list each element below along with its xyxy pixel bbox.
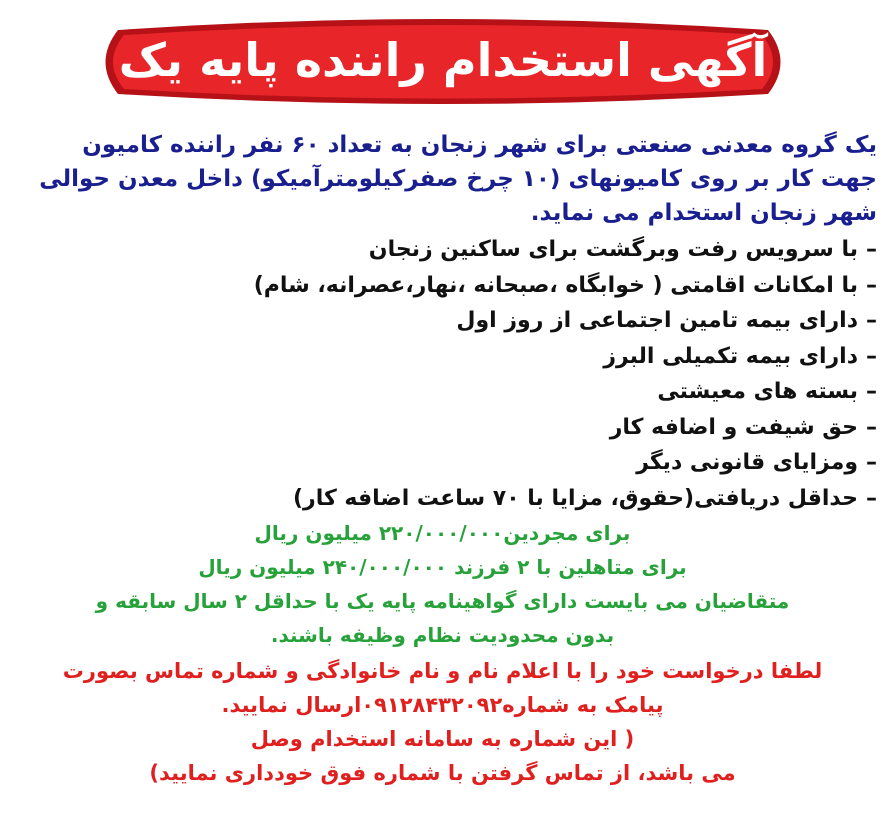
intro-line: شهر زنجان استخدام می نماید. bbox=[530, 200, 877, 226]
bullet-dash: – bbox=[866, 450, 877, 475]
ad-body bbox=[8, 128, 877, 790]
list-item-label: دارای بیمه تامین اجتماعی از روز اول bbox=[456, 308, 858, 333]
list-item bbox=[8, 445, 877, 481]
requirement-line: بدون محدودیت نظام وظیفه باشند. bbox=[270, 623, 615, 647]
bullet-dash: – bbox=[866, 379, 877, 404]
list-item bbox=[8, 268, 877, 304]
intro-line: جهت کار بر روی کامیونهای (۱۰ چرخ صفرکیلومترآمیکو) داخل معدن حوالی bbox=[39, 166, 877, 192]
list-item-label: بسته های معیشتی bbox=[657, 379, 858, 404]
bullet-dash: – bbox=[866, 343, 877, 369]
bullet-dash: – bbox=[866, 414, 877, 440]
contact-line: لطفا درخواست خود را با اعلام نام و نام خانوادگی و شماره تماس بصورت bbox=[62, 659, 823, 683]
contact-line: می باشد، از تماس گرفتن با شماره فوق خودداری نمایید) bbox=[149, 761, 736, 785]
benefits-list bbox=[8, 232, 877, 516]
requirement-line: متقاضیان می بایست دارای گواهینامه پایه یک با حداقل ۲ سال سابقه و bbox=[95, 589, 790, 613]
bullet-dash: – bbox=[866, 308, 877, 333]
contact-line: پیامک به شماره۰۹۱۲۸۴۳۲۰۹۲ارسال نمایید. bbox=[221, 693, 664, 717]
list-item-label: با امکانات اقامتی ( خوابگاه ،صبحانه ،نهار،عصرانه، شام) bbox=[253, 272, 858, 298]
contact-instructions bbox=[8, 654, 877, 790]
contact-line: ( این شماره به سامانه استخدام وصل bbox=[250, 727, 635, 751]
title-banner bbox=[88, 8, 798, 116]
salary-single: برای مجردین۲۲۰/۰۰۰/۰۰۰ میلیون ریال bbox=[254, 521, 631, 545]
list-item bbox=[8, 410, 877, 446]
intro-paragraph bbox=[8, 128, 877, 230]
salary-and-requirements bbox=[8, 516, 877, 652]
list-item bbox=[8, 374, 877, 410]
list-item-label: دارای بیمه تکمیلی البرز bbox=[603, 343, 858, 369]
page-title: آگهی استخدام راننده پایه یک bbox=[118, 33, 768, 87]
list-item-label: ومزایای قانونی دیگر bbox=[636, 450, 858, 475]
list-item bbox=[8, 303, 877, 339]
list-item bbox=[8, 232, 877, 268]
list-item bbox=[8, 339, 877, 375]
list-item-label: حداقل دریافتی(حقوق، مزایا با ۷۰ ساعت اضافه کار) bbox=[293, 485, 858, 511]
list-item bbox=[8, 481, 877, 517]
bullet-dash: – bbox=[866, 237, 877, 262]
bullet-dash: – bbox=[866, 272, 877, 298]
intro-line: یک گروه معدنی صنعتی برای شهر زنجان به تعداد ۶۰ نفر راننده کامیون bbox=[82, 132, 877, 158]
list-item-label: حق شیفت و اضافه کار bbox=[609, 414, 858, 440]
list-item-label: با سرویس رفت وبرگشت برای ساکنین زنجان bbox=[368, 237, 858, 262]
salary-married: برای متاهلین با ۲ فرزند ۲۴۰/۰۰۰/۰۰۰ میلیون ریال bbox=[198, 555, 687, 579]
bullet-dash: – bbox=[866, 485, 877, 511]
